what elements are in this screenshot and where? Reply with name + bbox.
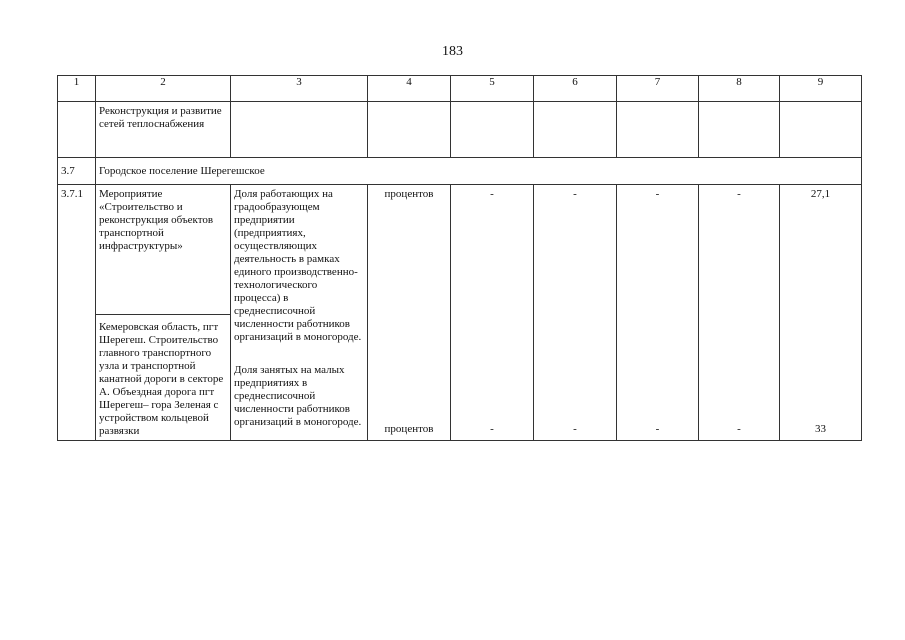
value-2-col9: 33	[815, 423, 826, 435]
indicator-1: Доля работающих на градообразующем предприятии (предприятиях, осуществляющих деятельность в рамках единого производственно-технологического процесса) в среднесписочной численности работников организаций в моногороде.	[234, 188, 362, 343]
col-header-3: 3	[231, 76, 368, 102]
col-header-4: 4	[368, 76, 451, 102]
section-title: Городское поселение Шерегешское	[99, 165, 265, 177]
value-2-col7: -	[655, 423, 660, 435]
col-header-6: 6	[534, 76, 617, 102]
row-number: 3.7.1	[61, 188, 83, 200]
indicators-table	[57, 75, 862, 441]
value-1-col8: -	[737, 188, 741, 200]
heating-network-name: Реконструкция и развитие сетей теплоснабжения	[99, 105, 222, 130]
section-number: 3.7	[61, 165, 75, 177]
col-header-5: 5	[451, 76, 534, 102]
unit-1: процентов	[384, 188, 434, 200]
value-1-col7: -	[655, 188, 660, 200]
table-row-heating	[58, 102, 862, 158]
table-row-section	[58, 158, 862, 185]
value-2-col8: -	[737, 423, 741, 435]
value-1-col5: -	[490, 188, 494, 200]
col-header-1: 1	[58, 76, 96, 102]
indicator-2: Доля занятых на малых предприятиях в среднесписочной численности работников организаций в моногороде.	[234, 364, 362, 428]
table-row-371	[58, 185, 862, 441]
event-name: Мероприятие «Строительство и реконструкция объектов транспортной инфраструктуры»	[96, 185, 230, 315]
object-description: Кемеровская область, пгт Шерегеш. Строительство главного транспортного узла и транспортной канатной дороги в секторе А. Объездная дорога пгт Шерегеш– гора Зеленая с устройством кольцевой развязки	[99, 321, 224, 437]
value-2-col6: -	[573, 423, 577, 435]
unit-2: процентов	[384, 423, 434, 435]
page-number: 183	[442, 44, 463, 59]
col-header-9: 9	[780, 76, 862, 102]
value-2-col5: -	[490, 423, 494, 435]
value-1-col6: -	[573, 188, 577, 200]
col-header-7: 7	[617, 76, 699, 102]
header-row	[58, 76, 862, 102]
col-header-2: 2	[96, 76, 231, 102]
col-header-8: 8	[699, 76, 780, 102]
value-1-col9: 27,1	[810, 188, 831, 200]
